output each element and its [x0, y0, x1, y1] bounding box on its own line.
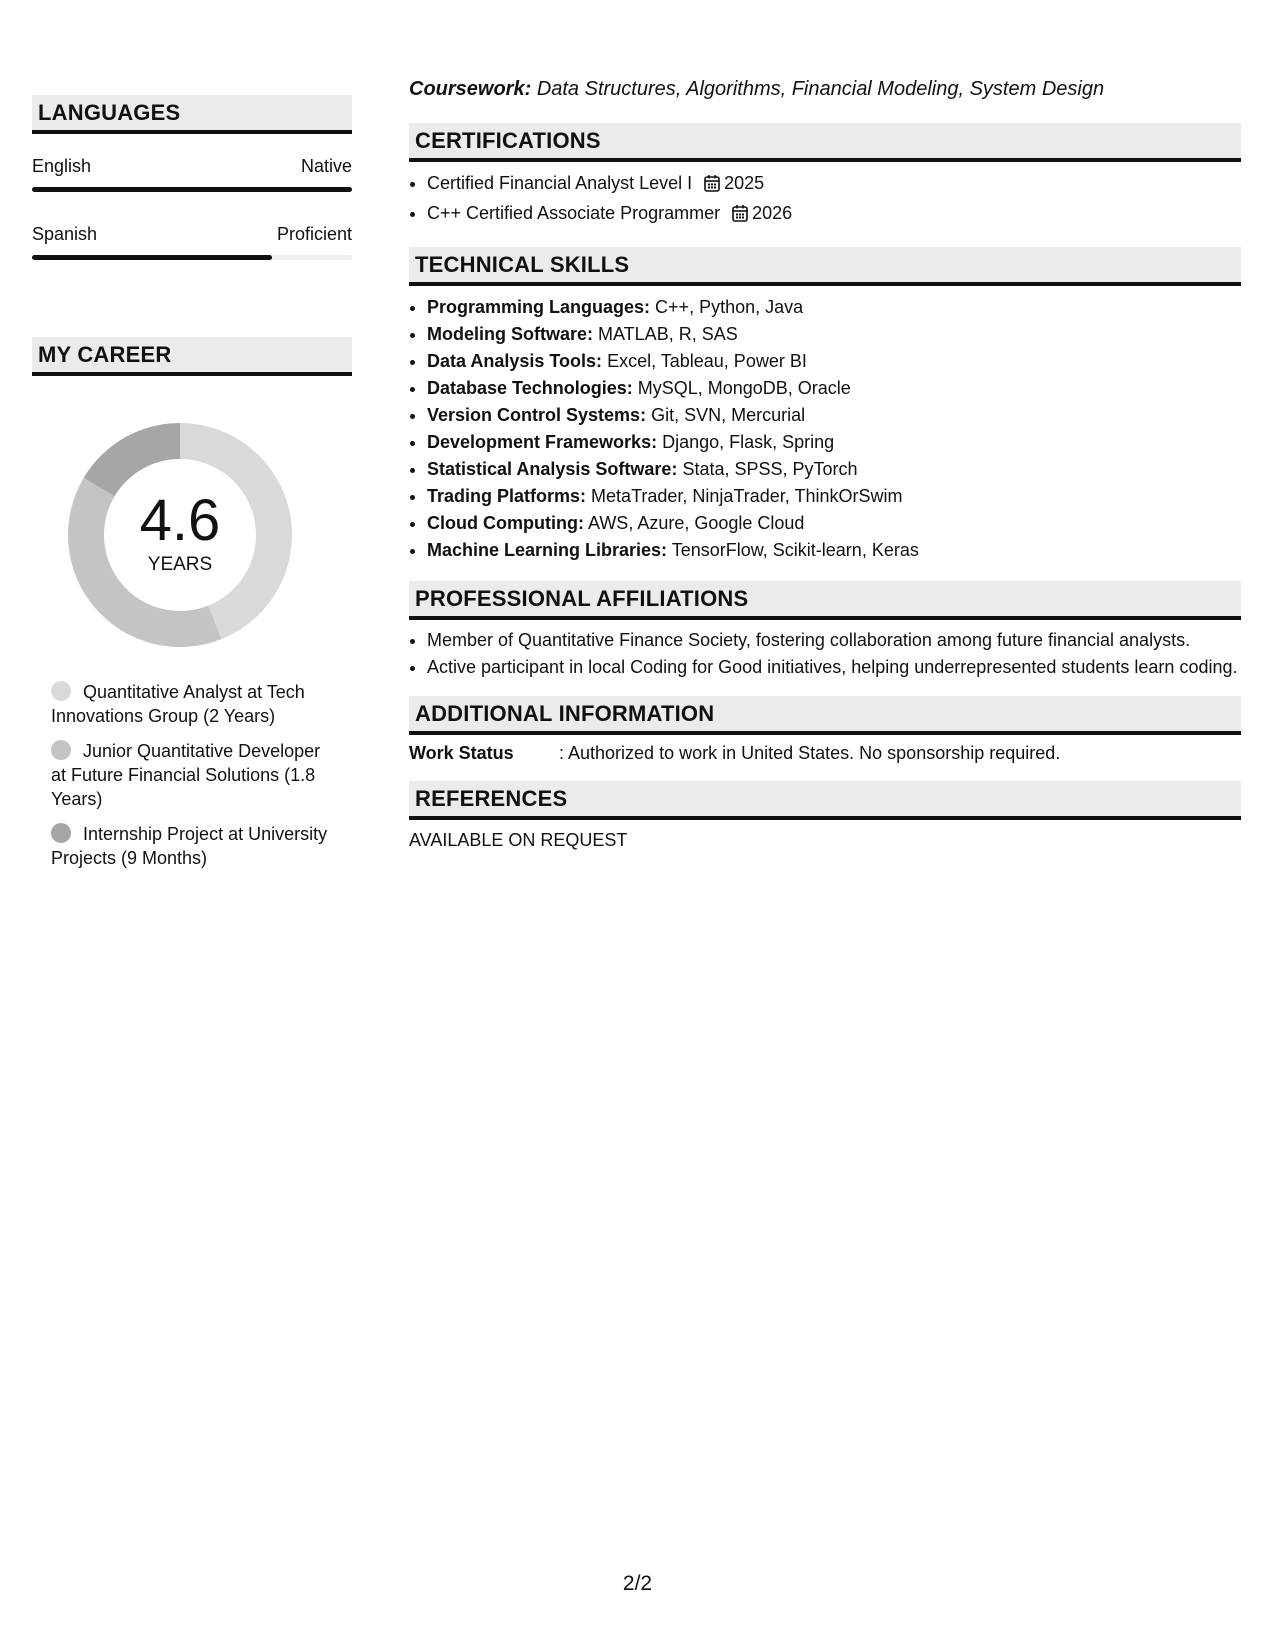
- skill-label: Version Control Systems:: [427, 405, 647, 425]
- work-status-row: [409, 743, 1241, 764]
- skill-label: Data Analysis Tools:: [427, 351, 603, 371]
- certifications-section: [409, 123, 1241, 230]
- skill-value: Git, SVN, Mercurial: [651, 405, 806, 425]
- certification-item: [427, 200, 1241, 230]
- language-proficiency-bar: [32, 187, 352, 192]
- work-status-value: : Authorized to work in United States. No sponsorship required.: [559, 743, 1061, 763]
- certification-year: 2026: [752, 203, 793, 223]
- skill-value: Stata, SPSS, PyTorch: [682, 459, 858, 479]
- skill-value: MATLAB, R, SAS: [598, 324, 738, 344]
- legend-dot: [51, 681, 71, 701]
- skill-item: [427, 483, 1241, 510]
- language-item: [32, 156, 352, 192]
- legend-dot: [51, 740, 71, 760]
- skill-label: Trading Platforms:: [427, 486, 587, 506]
- language-proficiency-fill: [32, 187, 352, 192]
- coursework-text: Data Structures, Algorithms, Financial Modeling, System Design: [536, 78, 1105, 100]
- skill-item: [427, 375, 1241, 402]
- skill-item: [427, 402, 1241, 429]
- skill-value: Excel, Tableau, Power BI: [607, 351, 807, 371]
- skill-label: Modeling Software:: [427, 324, 593, 344]
- calendar-icon: [704, 173, 720, 200]
- skill-value: MetaTrader, NinjaTrader, ThinkOrSwim: [591, 486, 903, 506]
- skill-label: Development Frameworks:: [427, 432, 658, 452]
- additional-info-heading: ADDITIONAL INFORMATION: [409, 696, 1241, 735]
- coursework-label: Coursework:: [409, 78, 532, 100]
- language-level: Native: [300, 156, 352, 176]
- references-heading: REFERENCES: [409, 781, 1241, 820]
- technical-skills-list: [409, 294, 1241, 564]
- career-total-unit: YEARS: [147, 554, 213, 575]
- skill-label: Machine Learning Libraries:: [427, 540, 668, 560]
- legend-item: [51, 680, 336, 728]
- skill-item: [427, 348, 1241, 375]
- certification-item: [427, 170, 1241, 200]
- certifications-list: [409, 170, 1241, 230]
- skill-value: C++, Python, Java: [655, 297, 804, 317]
- legend-dot: [51, 823, 71, 843]
- language-item: [32, 224, 352, 260]
- skill-item: [427, 294, 1241, 321]
- references-section: [409, 781, 1241, 851]
- skill-label: Programming Languages:: [427, 297, 651, 317]
- language-proficiency-bar: [32, 255, 352, 260]
- skill-value: AWS, Azure, Google Cloud: [587, 513, 805, 533]
- skill-label: Cloud Computing:: [427, 513, 584, 533]
- right-column: [409, 78, 1241, 868]
- calendar-icon: [732, 203, 748, 230]
- page-number: 2/2: [622, 1572, 653, 1595]
- technical-skills-heading: TECHNICAL SKILLS: [409, 247, 1241, 286]
- skill-item: [427, 510, 1241, 537]
- certification-name: C++ Certified Associate Programmer: [427, 203, 721, 223]
- skill-item: [427, 429, 1241, 456]
- skill-item: [427, 537, 1241, 564]
- left-column: [32, 95, 352, 881]
- certification-year: 2025: [724, 173, 765, 193]
- career-total-value: 4.6: [139, 488, 221, 553]
- legend-item: [51, 739, 336, 811]
- skill-label: Database Technologies:: [427, 378, 633, 398]
- career-donut-chart: [65, 420, 295, 650]
- skill-value: TensorFlow, Scikit-learn, Keras: [671, 540, 919, 560]
- coursework-line: [409, 78, 1241, 101]
- work-status-label: Work Status: [409, 743, 514, 763]
- language-name: Spanish: [32, 224, 98, 244]
- affiliations-heading: PROFESSIONAL AFFILIATIONS: [409, 581, 1241, 620]
- affiliation-item: • Member of Quantitative Finance Society, fostering collaboration among future financial analysts.: [427, 628, 1241, 652]
- language-name: English: [32, 156, 92, 176]
- affiliations-section: [409, 581, 1241, 679]
- career-section: [32, 337, 352, 870]
- affiliations-list: [409, 628, 1241, 679]
- legend-label: Quantitative Analyst at Tech Innovations Group (2 Years): [51, 682, 305, 726]
- additional-info-section: [409, 696, 1241, 764]
- language-proficiency-fill: [32, 255, 272, 260]
- references-text: AVAILABLE ON REQUEST: [409, 830, 628, 850]
- technical-skills-section: [409, 247, 1241, 564]
- language-level: Proficient: [276, 224, 352, 244]
- skill-item: [427, 321, 1241, 348]
- career-heading: MY CAREER: [32, 337, 352, 376]
- skill-item: [427, 456, 1241, 483]
- career-legend: [51, 680, 336, 870]
- certification-name: Certified Financial Analyst Level I: [427, 173, 693, 193]
- legend-label: Internship Project at University Projects (9 Months): [51, 824, 328, 868]
- legend-item: [51, 822, 336, 870]
- certifications-heading: CERTIFICATIONS: [409, 123, 1241, 162]
- legend-label: Junior Quantitative Developer at Future Financial Solutions (1.8 Years): [51, 741, 321, 809]
- skill-value: Django, Flask, Spring: [662, 432, 835, 452]
- affiliation-item: • Active participant in local Coding for Good initiatives, helping underrepresented students learn coding.: [427, 655, 1241, 679]
- languages-heading: LANGUAGES: [32, 95, 352, 134]
- skill-value: MySQL, MongoDB, Oracle: [637, 378, 851, 398]
- skill-label: Statistical Analysis Software:: [427, 459, 678, 479]
